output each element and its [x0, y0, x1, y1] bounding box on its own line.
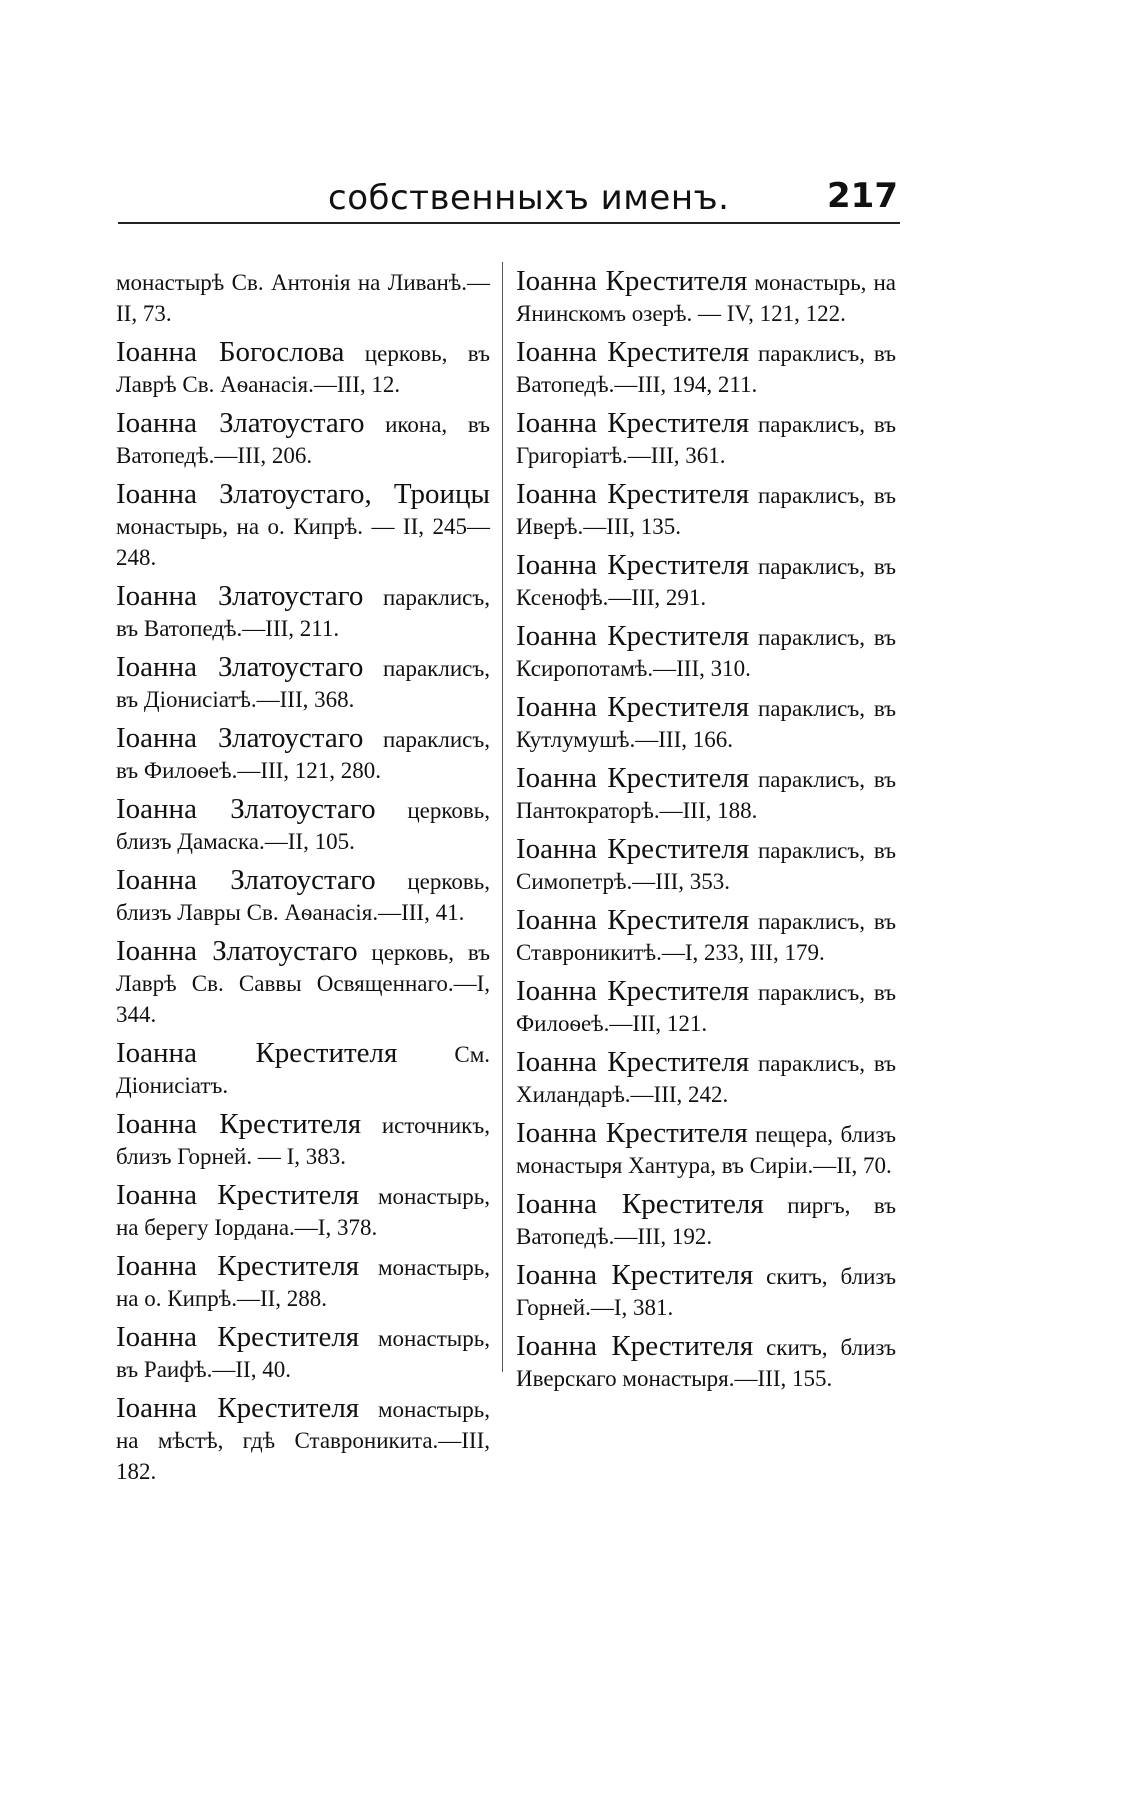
entry-text: параклисъ, въ Симопетрѣ.—III, 353. — [516, 838, 896, 894]
entry-text: См. Діонисіатъ. — [116, 1042, 490, 1098]
entry-heading: Іоанна Златоустаго — [116, 793, 376, 825]
index-entry — [516, 834, 896, 897]
entry-text: параклисъ, въ Филоѳеѣ.—III, 121. — [516, 980, 896, 1036]
header-rule — [118, 222, 900, 224]
entry-text: икона, въ Ватопедѣ.—III, 206. — [116, 412, 490, 468]
entry-heading: Іоанна Крестителя — [516, 1188, 764, 1220]
index-entry — [516, 1260, 896, 1323]
index-entry — [116, 479, 490, 573]
entry-text: параклисъ, въ Ксенофѣ.—III, 291. — [516, 554, 896, 610]
entry-heading: Іоанна Богослова — [116, 336, 345, 368]
entry-heading: Іоанна Златоустаго — [116, 580, 364, 612]
entry-heading: Іоанна Крестителя — [516, 1117, 748, 1149]
index-entry — [516, 763, 896, 826]
entry-heading: Іоанна Крестителя — [516, 620, 750, 652]
index-entry — [516, 266, 896, 329]
index-entry — [116, 266, 490, 329]
entry-text: параклисъ, въ Иверѣ.—III, 135. — [516, 483, 896, 539]
index-entry — [116, 652, 490, 715]
index-entry — [516, 976, 896, 1039]
entry-heading: Іоанна Крестителя — [116, 1037, 398, 1069]
index-entry — [116, 723, 490, 786]
entry-heading: Іоанна Крестителя — [116, 1321, 360, 1353]
entry-text: параклисъ, въ Филоѳеѣ.—III, 121, 280. — [116, 727, 490, 783]
entry-heading: Іоанна Крестителя — [116, 1250, 360, 1282]
entry-text: скитъ, близъ Иверскаго монастыря.—III, 155. — [516, 1335, 896, 1391]
entry-text: церковь, близъ Лавры Св. Аѳанасія.—III, 41. — [116, 869, 490, 925]
entry-text: источникъ, близъ Горней. — I, 383. — [116, 1113, 490, 1169]
index-entry — [516, 905, 896, 968]
entry-text: параклисъ, въ Діонисіатѣ.—III, 368. — [116, 656, 490, 712]
entry-heading: Іоанна Крестителя — [516, 549, 750, 581]
index-entry — [516, 550, 896, 613]
entry-text: параклисъ, въ Пантократорѣ.—III, 188. — [516, 767, 896, 823]
entry-heading: Іоанна Крестителя — [516, 833, 750, 865]
entry-heading: Іоанна Крестителя — [516, 265, 748, 297]
entry-text: монастырь, на берегу Іордана.—I, 378. — [116, 1184, 491, 1240]
index-entry — [116, 865, 490, 928]
entry-heading: Іоанна Крестителя — [516, 336, 750, 368]
entry-heading: Іоанна Златоустаго — [116, 407, 365, 439]
entry-heading: Іоанна Крестителя — [516, 975, 750, 1007]
index-entry — [516, 1047, 896, 1110]
index-entry — [116, 936, 490, 1030]
index-entry — [116, 408, 490, 471]
index-entry — [516, 1118, 896, 1181]
entry-heading: Іоанна Златоустаго — [116, 864, 376, 896]
page-number: 217 — [827, 176, 898, 216]
entry-text: параклисъ, въ Хиландарѣ.—III, 242. — [516, 1051, 896, 1107]
entry-heading: Іоанна Крестителя — [516, 1046, 750, 1078]
index-entry — [516, 621, 896, 684]
index-entry — [516, 1331, 896, 1394]
index-entry — [516, 692, 896, 755]
right-column — [516, 266, 896, 1402]
index-entry — [116, 794, 490, 857]
entry-heading: Іоанна Крестителя — [516, 762, 750, 794]
entry-text: церковь, въ Лаврѣ Св. Аѳанасія.—III, 12. — [116, 341, 490, 397]
entry-text: параклисъ, въ Ставроникитѣ.—I, 233, III, 179. — [516, 909, 896, 965]
index-entry — [116, 337, 490, 400]
entry-text: параклисъ, въ Ксиропотамѣ.—III, 310. — [516, 625, 896, 681]
index-entry — [116, 1393, 490, 1487]
entry-text: церковь, въ Лаврѣ Св. Саввы Освященнаго.—I, 344. — [116, 940, 490, 1027]
entry-heading: Іоанна Крестителя — [516, 691, 750, 723]
index-entry — [116, 1109, 490, 1172]
entry-text: монастырь, въ Раифѣ.—II, 40. — [116, 1326, 491, 1382]
left-column — [116, 266, 490, 1495]
index-entry — [116, 581, 490, 644]
index-entry — [116, 1038, 490, 1101]
entry-heading: Іоанна Крестителя — [516, 478, 750, 510]
entry-text: пиргъ, въ Ватопедѣ.—III, 192. — [516, 1193, 897, 1249]
entry-heading: Іоанна Крестителя — [516, 1330, 754, 1362]
entry-text: монастырѣ Св. Антонія на Ливанѣ.—II, 73. — [116, 270, 490, 326]
entry-text: монастырь, на о. Кипрѣ.—II, 288. — [116, 1255, 491, 1311]
entry-text: параклисъ, въ Ватопедѣ.—III, 194, 211. — [516, 341, 896, 397]
entry-text: монастырь, на Янинскомъ озерѣ. — IV, 121, 122. — [516, 270, 897, 326]
index-entry — [116, 1322, 490, 1385]
index-entry — [116, 1180, 490, 1243]
entry-heading: Іоанна Златоустаго — [116, 722, 364, 754]
column-divider — [502, 262, 503, 1372]
entry-text: церковь, близъ Дамаска.—II, 105. — [116, 798, 490, 854]
entry-text: скитъ, близъ Горней.—I, 381. — [516, 1264, 896, 1320]
entry-heading: Іоанна Златоустаго, Троицы — [116, 478, 490, 510]
entry-heading: Іоанна Крестителя — [516, 407, 750, 439]
entry-heading: Іоанна Златоустаго — [116, 935, 358, 967]
index-entry — [516, 408, 896, 471]
entry-heading: Іоанна Крестителя — [116, 1392, 360, 1424]
entry-heading: Іоанна Златоустаго — [116, 651, 364, 683]
entry-heading: Іоанна Крестителя — [116, 1108, 362, 1140]
running-header — [118, 172, 900, 222]
entry-heading: Іоанна Крестителя — [116, 1179, 360, 1211]
index-entry — [516, 337, 896, 400]
entry-text: параклисъ, въ Кутлумушѣ.—III, 166. — [516, 696, 896, 752]
index-entry — [116, 1251, 490, 1314]
entry-text: параклисъ, въ Ватопедѣ.—III, 211. — [116, 585, 490, 641]
entry-text: монастырь, на о. Кипрѣ. — II, 245—248. — [116, 514, 490, 570]
index-entry — [516, 479, 896, 542]
entry-text: пещера, близъ монастыря Хантура, въ Сиріи.—II, 70. — [516, 1122, 896, 1178]
entry-text: монастырь, на мѣстѣ, гдѣ Ставроникита.—III, 182. — [116, 1397, 491, 1484]
entry-heading: Іоанна Крестителя — [516, 904, 750, 936]
index-entry — [516, 1189, 896, 1252]
entry-text: параклисъ, въ Григоріатѣ.—III, 361. — [516, 412, 896, 468]
header-title: собственныхъ именъ. — [328, 178, 730, 218]
entry-heading: Іоанна Крестителя — [516, 1259, 754, 1291]
